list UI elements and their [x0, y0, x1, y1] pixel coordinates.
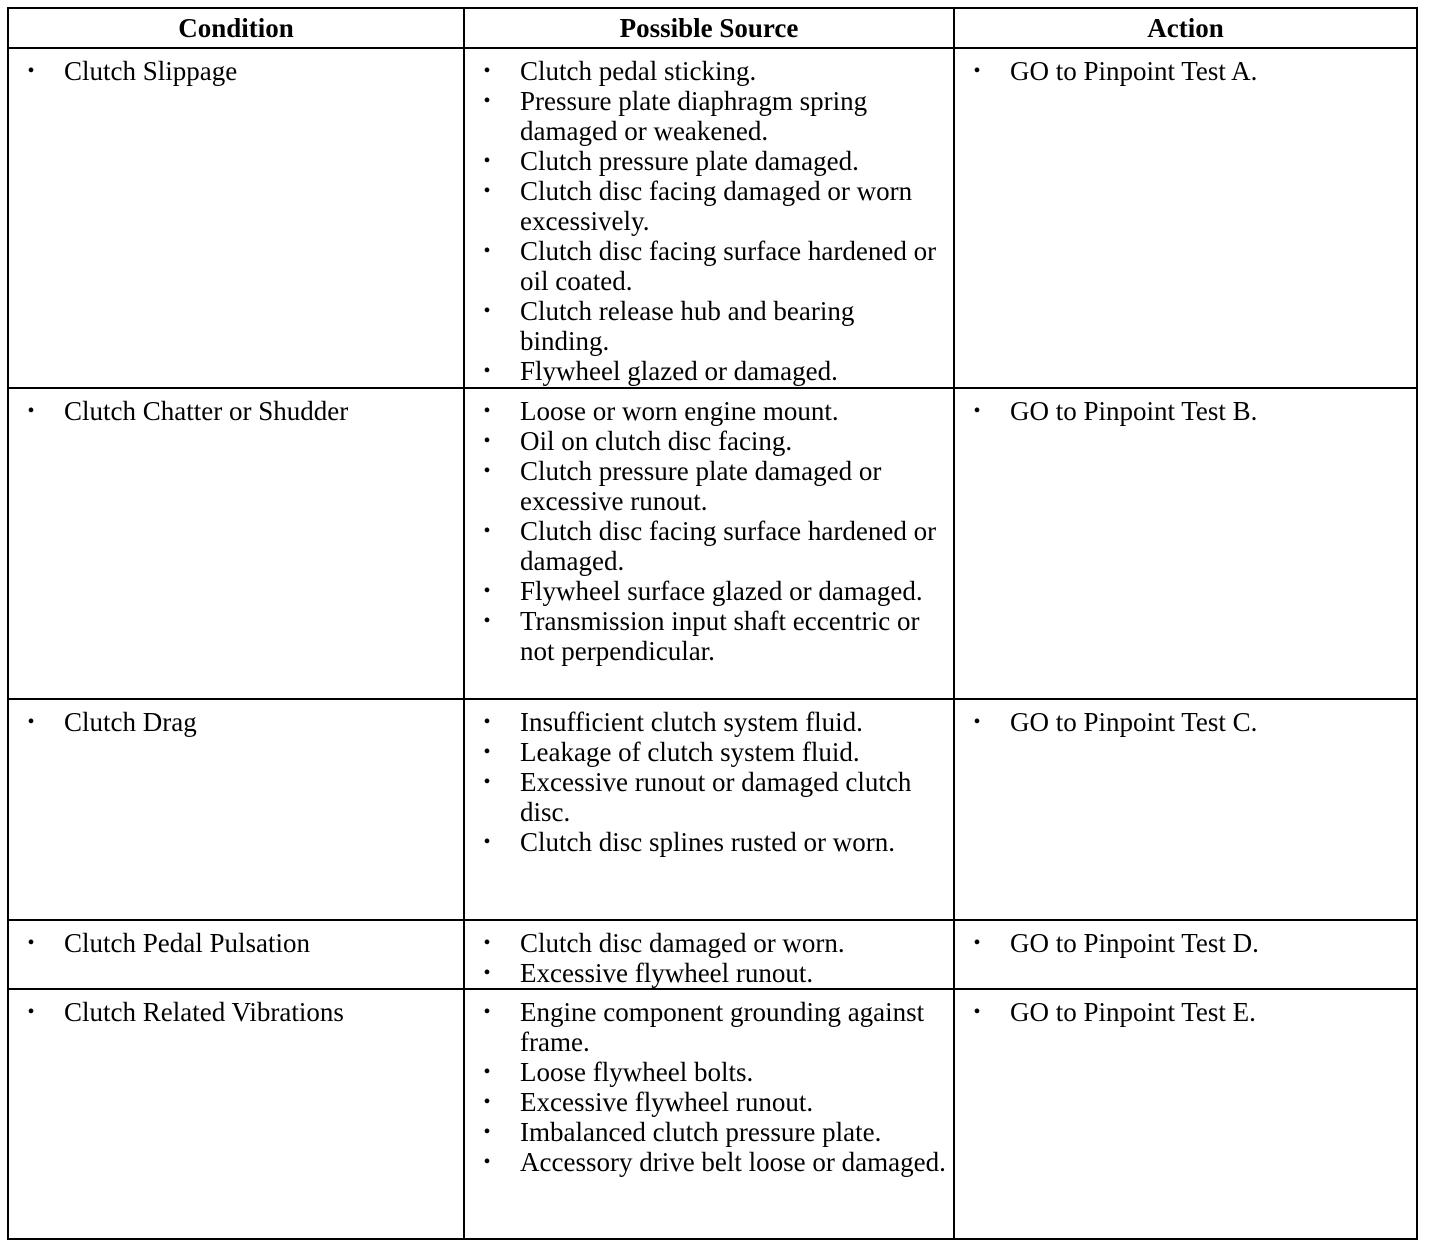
list-item	[9, 997, 463, 1027]
condition-cell	[8, 699, 464, 920]
list-item	[465, 1147, 953, 1177]
list-item-text: Imbalanced clutch pressure plate.	[520, 1117, 882, 1147]
condition-cell-list	[9, 389, 463, 426]
bullet-icon: •	[483, 610, 491, 632]
list-item	[465, 86, 953, 146]
bullet-icon: •	[973, 400, 981, 422]
action-cell	[954, 920, 1417, 989]
bullet-icon: •	[27, 400, 35, 422]
table-row	[8, 989, 1417, 1239]
bullet-icon: •	[483, 400, 491, 422]
action-cell	[954, 989, 1417, 1239]
list-item-text: Clutch Chatter or Shudder	[64, 396, 349, 426]
list-item	[465, 236, 953, 296]
list-item	[465, 928, 953, 958]
bullet-icon: •	[483, 360, 491, 382]
list-item-text: Clutch disc facing surface hardened or damaged.	[520, 516, 937, 576]
list-item-text: Clutch release hub and bearing binding.	[520, 296, 855, 356]
list-item-text: Excessive flywheel runout.	[520, 958, 814, 988]
list-item	[465, 1087, 953, 1117]
list-item	[465, 827, 953, 857]
bullet-icon: •	[27, 932, 35, 954]
bullet-icon: •	[483, 520, 491, 542]
condition-cell-list	[9, 700, 463, 737]
condition-cell	[8, 920, 464, 989]
list-item-text: Pressure plate diaphragm spring damaged or weakened.	[520, 86, 868, 146]
bullet-icon: •	[483, 300, 491, 322]
list-item-text: Clutch Related Vibrations	[64, 997, 344, 1027]
action-cell-list	[955, 990, 1416, 1027]
list-item-text: GO to Pinpoint Test A.	[1010, 56, 1258, 86]
list-item-text: Leakage of clutch system fluid.	[520, 737, 860, 767]
list-item-text: Engine component grounding against frame.	[520, 997, 925, 1057]
possible-source-cell	[464, 699, 954, 920]
list-item	[465, 1117, 953, 1147]
list-item-text: Clutch pressure plate damaged.	[520, 146, 859, 176]
list-item-text: Excessive runout or damaged clutch disc.	[520, 767, 912, 827]
list-item-text: GO to Pinpoint Test E.	[1010, 997, 1256, 1027]
bullet-icon: •	[973, 60, 981, 82]
list-item-text: Clutch disc splines rusted or worn.	[520, 827, 895, 857]
list-item	[465, 356, 953, 386]
possible-source-cell-list	[465, 49, 953, 386]
list-item-text: Accessory drive belt loose or damaged.	[520, 1147, 946, 1177]
list-item	[9, 56, 463, 86]
list-item-text: Oil on clutch disc facing.	[520, 426, 793, 456]
action-cell	[954, 388, 1417, 699]
table-row	[8, 388, 1417, 699]
action-cell	[954, 699, 1417, 920]
bullet-icon: •	[483, 1001, 491, 1023]
bullet-icon: •	[483, 1061, 491, 1083]
bullet-icon: •	[483, 932, 491, 954]
list-item-text: Loose flywheel bolts.	[520, 1057, 754, 1087]
list-item	[465, 737, 953, 767]
list-item	[465, 707, 953, 737]
list-item	[955, 56, 1416, 86]
condition-cell	[8, 989, 464, 1239]
action-cell-list	[955, 49, 1416, 86]
list-item-text: Flywheel surface glazed or damaged.	[520, 576, 923, 606]
possible-source-cell-list	[465, 990, 953, 1177]
list-item-text: Clutch Pedal Pulsation	[64, 928, 310, 958]
list-item	[465, 456, 953, 516]
possible-source-cell	[464, 388, 954, 699]
bullet-icon: •	[973, 1001, 981, 1023]
bullet-icon: •	[27, 60, 35, 82]
list-item-text: Clutch pressure plate damaged or excessive runout.	[520, 456, 882, 516]
action-cell-list	[955, 700, 1416, 737]
list-item	[955, 997, 1416, 1027]
list-item	[465, 296, 953, 356]
bullet-icon: •	[483, 711, 491, 733]
list-item	[955, 707, 1416, 737]
list-item	[955, 928, 1416, 958]
header-row	[8, 8, 1417, 48]
list-item	[465, 767, 953, 827]
header-action: Action	[954, 8, 1417, 48]
list-item-text: Loose or worn engine mount.	[520, 396, 839, 426]
list-item	[465, 146, 953, 176]
header-condition: Condition	[8, 8, 464, 48]
list-item-text: Insufficient clutch system fluid.	[520, 707, 863, 737]
list-item-text: Clutch disc damaged or worn.	[520, 928, 845, 958]
list-item	[9, 928, 463, 958]
bullet-icon: •	[483, 962, 491, 984]
list-item-text: GO to Pinpoint Test B.	[1010, 396, 1258, 426]
list-item	[465, 958, 953, 988]
list-item-text: Clutch pedal sticking.	[520, 56, 757, 86]
list-item	[955, 396, 1416, 426]
possible-source-cell-list	[465, 389, 953, 666]
diagnosis-table	[7, 7, 1418, 1240]
action-cell-list	[955, 921, 1416, 958]
list-item	[465, 516, 953, 576]
action-cell	[954, 48, 1417, 388]
bullet-icon: •	[483, 741, 491, 763]
list-item-text: GO to Pinpoint Test D.	[1010, 928, 1259, 958]
condition-cell	[8, 388, 464, 699]
list-item-text: GO to Pinpoint Test C.	[1010, 707, 1258, 737]
action-cell-list	[955, 389, 1416, 426]
condition-cell-list	[9, 49, 463, 86]
possible-source-cell	[464, 989, 954, 1239]
list-item	[465, 426, 953, 456]
list-item	[465, 606, 953, 666]
bullet-icon: •	[483, 1151, 491, 1173]
bullet-icon: •	[483, 771, 491, 793]
bullet-icon: •	[483, 580, 491, 602]
list-item	[9, 396, 463, 426]
table-row	[8, 699, 1417, 920]
bullet-icon: •	[973, 932, 981, 954]
list-item	[465, 396, 953, 426]
bullet-icon: •	[483, 1121, 491, 1143]
list-item	[465, 1057, 953, 1087]
list-item-text: Clutch disc facing damaged or worn excessively.	[520, 176, 913, 236]
list-item	[465, 576, 953, 606]
bullet-icon: •	[483, 180, 491, 202]
table-row	[8, 920, 1417, 989]
table-row	[8, 48, 1417, 388]
possible-source-cell	[464, 48, 954, 388]
list-item-text: Transmission input shaft eccentric or not perpendicular.	[520, 606, 920, 666]
list-item	[465, 56, 953, 86]
bullet-icon: •	[483, 240, 491, 262]
bullet-icon: •	[483, 430, 491, 452]
bullet-icon: •	[483, 150, 491, 172]
header-possible-source: Possible Source	[464, 8, 954, 48]
list-item	[465, 997, 953, 1057]
list-item	[465, 176, 953, 236]
bullet-icon: •	[483, 460, 491, 482]
bullet-icon: •	[27, 1001, 35, 1023]
bullet-icon: •	[483, 1091, 491, 1113]
possible-source-cell-list	[465, 921, 953, 988]
bullet-icon: •	[483, 90, 491, 112]
list-item-text: Clutch Slippage	[64, 56, 238, 86]
list-item-text: Flywheel glazed or damaged.	[520, 356, 838, 386]
bullet-icon: •	[483, 831, 491, 853]
condition-cell-list	[9, 921, 463, 958]
condition-cell	[8, 48, 464, 388]
list-item	[9, 707, 463, 737]
list-item-text: Excessive flywheel runout.	[520, 1087, 814, 1117]
possible-source-cell-list	[465, 700, 953, 857]
list-item-text: Clutch disc facing surface hardened or oil coated.	[520, 236, 937, 296]
list-item-text: Clutch Drag	[64, 707, 197, 737]
bullet-icon: •	[973, 711, 981, 733]
condition-cell-list	[9, 990, 463, 1027]
possible-source-cell	[464, 920, 954, 989]
bullet-icon: •	[483, 60, 491, 82]
bullet-icon: •	[27, 711, 35, 733]
